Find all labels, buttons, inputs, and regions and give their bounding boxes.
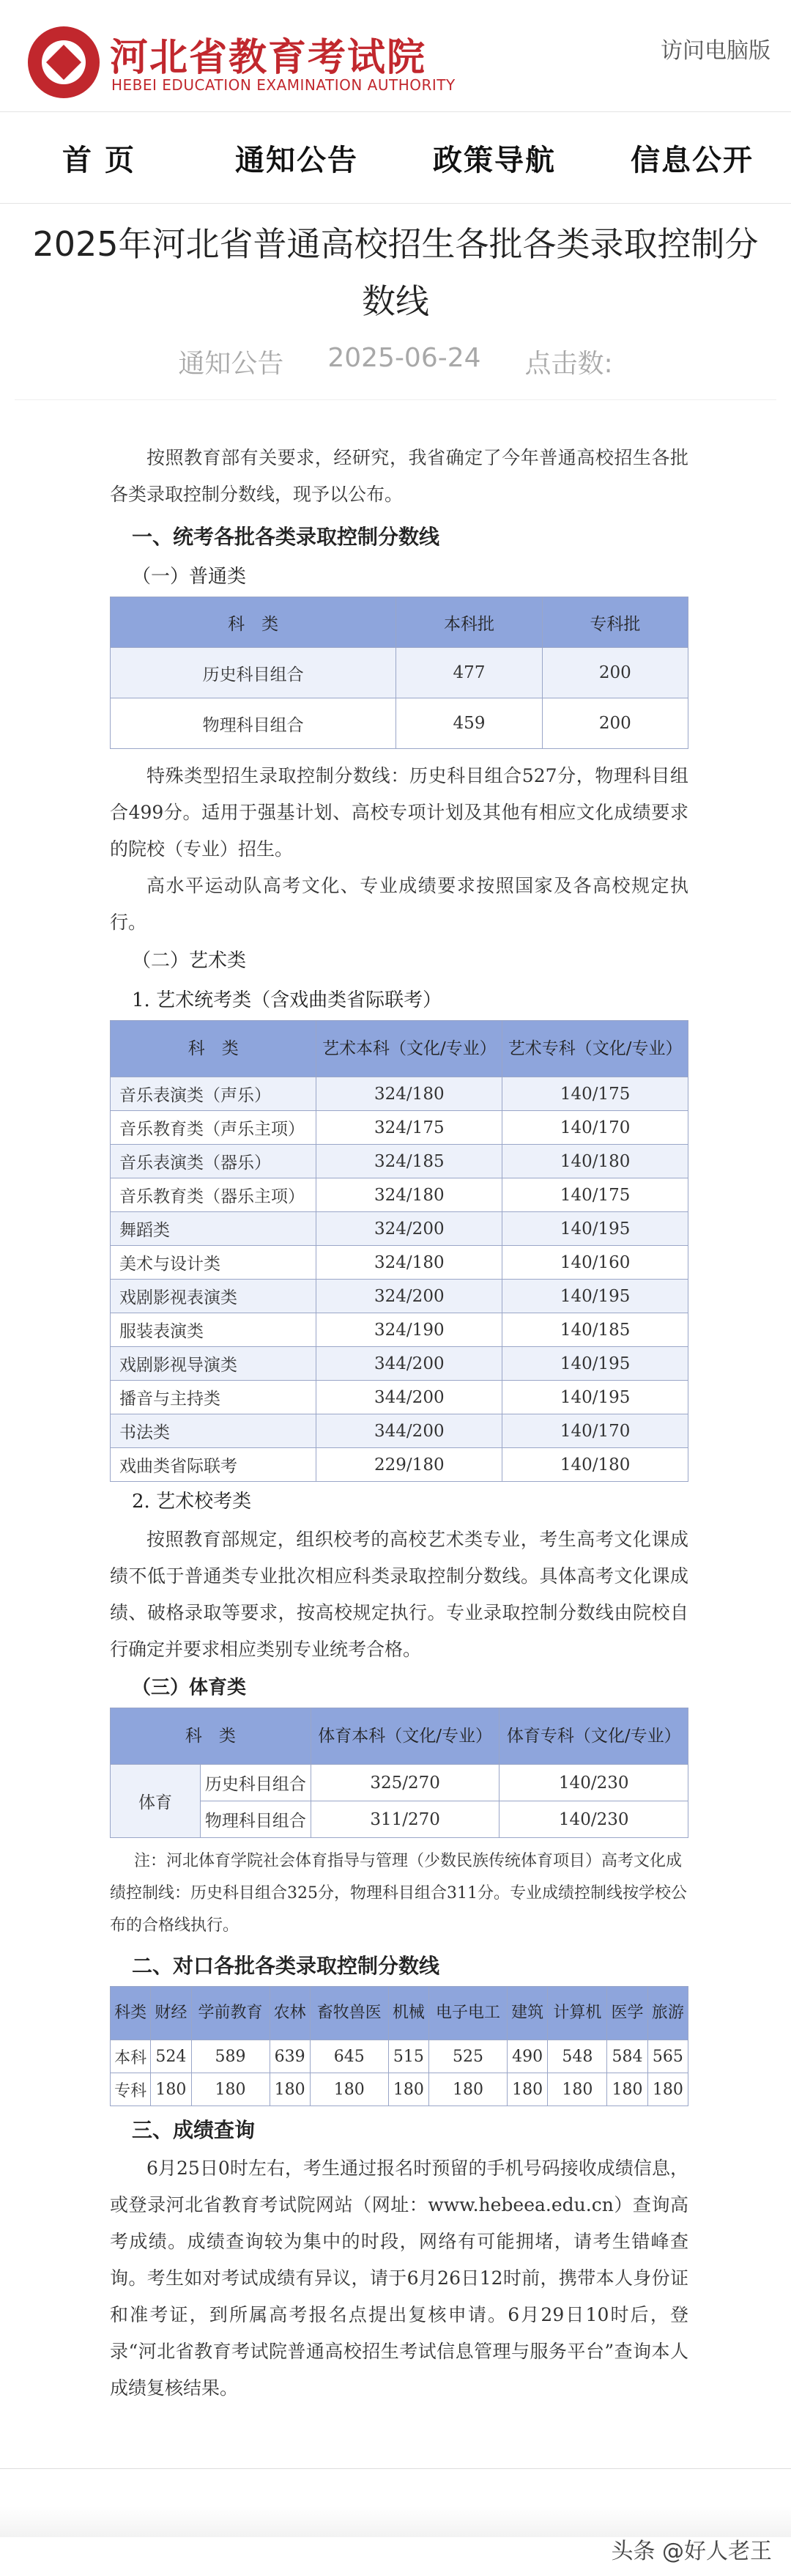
table-cell: 140/160 bbox=[502, 1246, 688, 1280]
pe-score-table bbox=[110, 1708, 688, 1838]
table-cell: 180 bbox=[191, 2073, 270, 2106]
table-row bbox=[111, 648, 688, 698]
divider bbox=[15, 399, 776, 400]
table-cell: 515 bbox=[388, 2040, 428, 2073]
art-school-paragraph: 按照教育部规定，组织校考的高校艺术类专业，考生高考文化课成绩不低于普通类专业批次相应科类录取控制分数线。具体高考文化课成绩、破格录取等要求，按高校规定执行。专业录取控制分数线由院校自行确定并要求相应类别专业统考合格。 bbox=[110, 1529, 688, 1660]
table-cell: 477 bbox=[396, 648, 542, 698]
table-row bbox=[111, 1077, 688, 1111]
table-cell: 140/195 bbox=[502, 1347, 688, 1381]
table-cell: 140/180 bbox=[502, 1145, 688, 1178]
table-row bbox=[111, 1111, 688, 1145]
table-cell: 180 bbox=[151, 2073, 191, 2106]
table-cell: 525 bbox=[429, 2040, 508, 2073]
table-cell: 565 bbox=[647, 2040, 688, 2073]
section-heading-2: 二、对口各批各类录取控制分数线 bbox=[132, 1954, 440, 1978]
table-cell: 589 bbox=[191, 2040, 270, 2073]
table-cell: 戏曲类省际联考 bbox=[111, 1448, 316, 1482]
table-cell: 书法类 bbox=[111, 1414, 316, 1448]
table-cell: 音乐表演类（器乐） bbox=[111, 1145, 316, 1178]
table-cell: 180 bbox=[548, 2073, 607, 2106]
table-cell: 180 bbox=[508, 2073, 548, 2106]
table-cell: 服装表演类 bbox=[111, 1313, 316, 1347]
general-score-table bbox=[110, 597, 688, 749]
table-cell: 140/195 bbox=[502, 1280, 688, 1313]
table-row bbox=[111, 1212, 688, 1246]
logo-subtitle: HEBEI EDUCATION EXAMINATION AUTHORITY bbox=[111, 76, 456, 94]
special-type-paragraph: 特殊类型招生录取控制分数线：历史科目组合527分，物理科目组合499分。适用于强基计划、高校专项计划及其他有相应文化成绩要求的院校（专业）招生。 bbox=[110, 765, 688, 860]
table-cell: 物理科目组合 bbox=[111, 698, 396, 749]
table-cell: 音乐教育类（器乐主项） bbox=[111, 1178, 316, 1212]
article-body bbox=[110, 440, 688, 2407]
table-cell: 324/190 bbox=[316, 1313, 502, 1347]
table-cell: 音乐表演类（声乐） bbox=[111, 1077, 316, 1111]
subheading-art-school: 2. 艺术校考类 bbox=[132, 1491, 252, 1513]
score-query-paragraph: 6月25日0时左右，考生通过报名时预留的手机号码接收成绩信息，或登录河北省教育考试院网站（网址：www.hebeea.edu.cn）查询高考成绩。成绩查询较为集中的时段，网络有可能拥堵，请考生错峰查询。考生如对考试成绩有异议，请于6月26日12时前，携带本人身份证和准考证，到所属高考报名点提出复核申请。6月29日10时后，登录“河北省教育考试院普通高校招生考试信息管理与服务平台”查询本人成绩复核结果。 bbox=[110, 2158, 688, 2399]
table-header: 艺术本科（文化/专业） bbox=[316, 1021, 502, 1077]
table-cell: 戏剧影视表演类 bbox=[111, 1280, 316, 1313]
subheading-art: （二）艺术类 bbox=[132, 950, 247, 972]
table-cell: 物理科目组合 bbox=[201, 1801, 311, 1838]
table-cell: 325/270 bbox=[311, 1765, 500, 1801]
table-cell: 324/180 bbox=[316, 1178, 502, 1212]
logo-title[interactable]: 河北省教育考试院 bbox=[110, 36, 427, 80]
table-header: 科 类 bbox=[111, 1021, 316, 1077]
table-row bbox=[111, 1178, 688, 1212]
subheading-art-unified: 1. 艺术统考类（含戏曲类省际联考） bbox=[132, 989, 442, 1011]
table-header: 体育本科（文化/专业） bbox=[311, 1708, 500, 1765]
nav-policy[interactable]: 政策导航 bbox=[433, 143, 556, 177]
table-header: 本科批 bbox=[396, 597, 542, 648]
table-cell: 584 bbox=[607, 2040, 647, 2073]
table-cell: 344/200 bbox=[316, 1381, 502, 1414]
table-cell: 140/230 bbox=[500, 1765, 688, 1801]
table-header: 科类 bbox=[111, 1987, 151, 2040]
nav-home[interactable]: 首 页 bbox=[62, 143, 135, 177]
table-cell: 140/170 bbox=[502, 1111, 688, 1145]
table-cell: 344/200 bbox=[316, 1414, 502, 1448]
table-cell: 324/200 bbox=[316, 1280, 502, 1313]
table-cell: 180 bbox=[388, 2073, 428, 2106]
table-row bbox=[111, 1765, 688, 1801]
table-cell: 200 bbox=[542, 698, 688, 749]
table-cell: 490 bbox=[508, 2040, 548, 2073]
footer-divider bbox=[0, 2468, 791, 2469]
article-hits: 点击数: bbox=[524, 349, 613, 379]
table-cell: 524 bbox=[151, 2040, 191, 2073]
table-cell: 344/200 bbox=[316, 1347, 502, 1381]
table-cell: 历史科目组合 bbox=[201, 1765, 311, 1801]
table-cell: 体育 bbox=[111, 1765, 201, 1838]
table-header: 财经 bbox=[151, 1987, 191, 2040]
subheading-general: （一）普通类 bbox=[132, 566, 247, 588]
table-cell: 324/180 bbox=[316, 1077, 502, 1111]
article-meta bbox=[0, 343, 791, 380]
table-cell: 140/195 bbox=[502, 1381, 688, 1414]
table-row bbox=[111, 1313, 688, 1347]
site-header bbox=[0, 0, 791, 111]
table-header: 科 类 bbox=[111, 1708, 311, 1765]
table-cell: 180 bbox=[270, 2073, 310, 2106]
table-cell: 140/175 bbox=[502, 1178, 688, 1212]
table-header: 农林 bbox=[270, 1987, 310, 2040]
intro-paragraph: 按照教育部有关要求，经研究，我省确定了今年普通高校招生各批各类录取控制分数线，现予以公布。 bbox=[110, 447, 688, 505]
table-header: 电子电工 bbox=[429, 1987, 508, 2040]
section-heading-1: 一、统考各批各类录取控制分数线 bbox=[132, 525, 440, 549]
table-header: 学前教育 bbox=[191, 1987, 270, 2040]
table-cell: 229/180 bbox=[316, 1448, 502, 1482]
table-cell: 戏剧影视导演类 bbox=[111, 1347, 316, 1381]
table-row bbox=[111, 1381, 688, 1414]
table-cell: 645 bbox=[310, 2040, 388, 2073]
vocational-score-table bbox=[110, 1986, 688, 2106]
article-category[interactable]: 通知公告 bbox=[178, 349, 284, 379]
table-cell: 舞蹈类 bbox=[111, 1212, 316, 1246]
table-cell: 548 bbox=[548, 2040, 607, 2073]
watermark: 头条 @好人老王 bbox=[611, 2539, 772, 2564]
table-cell: 180 bbox=[607, 2073, 647, 2106]
subheading-pe: （三）体育类 bbox=[132, 1677, 247, 1699]
table-row bbox=[111, 2073, 688, 2106]
table-cell: 324/180 bbox=[316, 1246, 502, 1280]
table-cell: 140/195 bbox=[502, 1212, 688, 1246]
table-cell: 311/270 bbox=[311, 1801, 500, 1838]
nav-notices[interactable]: 通知公告 bbox=[235, 143, 358, 177]
sports-team-paragraph: 高水平运动队高考文化、专业成绩要求按照国家及各高校规定执行。 bbox=[110, 875, 688, 933]
table-header: 机械 bbox=[388, 1987, 428, 2040]
table-cell: 美术与设计类 bbox=[111, 1246, 316, 1280]
table-cell: 140/230 bbox=[500, 1801, 688, 1838]
table-row bbox=[111, 1280, 688, 1313]
table-cell: 324/200 bbox=[316, 1212, 502, 1246]
table-cell: 459 bbox=[396, 698, 542, 749]
table-header: 体育专科（文化/专业） bbox=[500, 1708, 688, 1765]
table-cell: 140/170 bbox=[502, 1414, 688, 1448]
table-cell: 180 bbox=[647, 2073, 688, 2106]
nav-info[interactable]: 信息公开 bbox=[631, 143, 754, 177]
table-row bbox=[111, 1414, 688, 1448]
table-cell: 324/175 bbox=[316, 1111, 502, 1145]
table-row bbox=[111, 2040, 688, 2073]
table-cell: 140/175 bbox=[502, 1077, 688, 1111]
table-cell: 180 bbox=[429, 2073, 508, 2106]
article-date: 2025-06-24 bbox=[327, 343, 481, 373]
table-header: 建筑 bbox=[508, 1987, 548, 2040]
article-title: 2025年河北省普通高校招生各批各类录取控制分数线 bbox=[32, 224, 759, 321]
table-cell: 639 bbox=[270, 2040, 310, 2073]
table-cell: 140/180 bbox=[502, 1448, 688, 1482]
table-row bbox=[111, 1448, 688, 1482]
pe-note: 注：河北体育学院社会体育指导与管理（少数民族传统体育项目）高考文化成绩控制线：历史科目组合325分，物理科目组合311分。专业成绩控制线按学校公布的合格线执行。 bbox=[110, 1852, 687, 1935]
table-cell: 专科 bbox=[111, 2073, 151, 2106]
table-header: 艺术专科（文化/专业） bbox=[502, 1021, 688, 1077]
table-header: 旅游 bbox=[647, 1987, 688, 2040]
table-header: 计算机 bbox=[548, 1987, 607, 2040]
table-row bbox=[111, 1145, 688, 1178]
table-cell: 播音与主持类 bbox=[111, 1381, 316, 1414]
table-header: 畜牧兽医 bbox=[310, 1987, 388, 2040]
table-header: 专科批 bbox=[542, 597, 688, 648]
section-heading-3: 三、成绩查询 bbox=[132, 2118, 256, 2142]
desktop-version-link[interactable]: 访问电脑版 bbox=[661, 38, 770, 64]
art-score-table bbox=[110, 1020, 688, 1482]
logo-emblem-icon[interactable] bbox=[28, 26, 100, 98]
table-header: 科 类 bbox=[111, 597, 396, 648]
table-cell: 180 bbox=[310, 2073, 388, 2106]
table-cell: 历史科目组合 bbox=[111, 648, 396, 698]
table-row bbox=[111, 1246, 688, 1280]
table-header: 医学 bbox=[607, 1987, 647, 2040]
table-row bbox=[111, 698, 688, 749]
table-cell: 140/185 bbox=[502, 1313, 688, 1347]
table-row bbox=[111, 1347, 688, 1381]
table-cell: 324/185 bbox=[316, 1145, 502, 1178]
table-cell: 本科 bbox=[111, 2040, 151, 2073]
main-nav bbox=[0, 111, 791, 204]
table-cell: 音乐教育类（声乐主项） bbox=[111, 1111, 316, 1145]
table-cell: 200 bbox=[542, 648, 688, 698]
